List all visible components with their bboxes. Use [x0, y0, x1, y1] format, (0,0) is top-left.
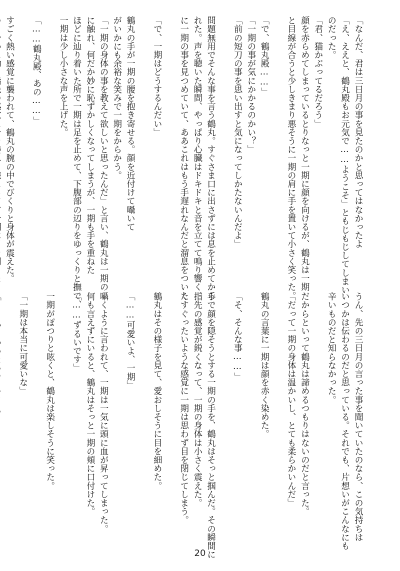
text-line [29, 292, 42, 536]
text-line [0, 292, 2, 536]
text-line [136, 292, 149, 536]
text-line: 鶴丸はその様子を見て、愛おしそうに目を細めた。 [151, 292, 162, 490]
text-line: 「……可愛いよ、一期」 [125, 292, 136, 390]
text-line: うん、先の三日月の言った事を聞いていたのなら、この気持ちは [353, 292, 363, 542]
text-line: 何も言えずにいると、鶴丸はそっと一期の頬に口付けた。 [84, 292, 95, 516]
text-line [136, 16, 149, 268]
text-line: 「一期は本当に可愛いな」 [17, 292, 28, 396]
text-line: 「前の短刀の事を思い出すと気になってしかたないんだよ」 [232, 16, 243, 249]
text-line: 「君、猫かぶってるだろう」 [312, 16, 323, 128]
text-line [2, 292, 15, 536]
text-line: 「そ、そんな事……」 [232, 292, 243, 381]
text-line [163, 292, 176, 536]
text-line: 一期がぽつりと呟くと、鶴丸は楽しそうに笑った。 [44, 292, 55, 490]
text-line: 「で、一期はどうするんだい」 [151, 16, 162, 137]
text-line: 辛いものだと知らなかった。 [326, 292, 337, 404]
text-line: 「で、鶴丸殿……」 [259, 16, 270, 97]
text-line [163, 16, 176, 268]
text-line: れた。声を聴いた瞬間、やっぱり心臓はドキドキと音を立てて鳴り響く、 [192, 16, 203, 300]
text-line: 鶴丸の言葉に一期は顔を赤く染めた。 [259, 292, 270, 439]
text-line: くすぐったいような感覚に一期は思わず目を閉じてしまう。 [178, 292, 189, 525]
text-line: ほどに辿り着いた所で一期は足を止めて、下腹部の辺りをゆっくりと撫で、 [71, 16, 82, 309]
text-line [217, 292, 230, 536]
text-line [15, 16, 28, 268]
text-line [0, 16, 2, 268]
text-line: 指先の感覚が鋭くなって、一期の身体は小さく震えた。 [192, 292, 203, 507]
text-line [109, 292, 122, 536]
text-line: 「……鶴丸殿、あの……」 [31, 16, 42, 125]
text-line: すごく熱い感覚に襲われて、鶴丸の腕の中でびくりと身体が震えた。 [4, 16, 15, 283]
text-line: と目線が合うと少しきまり悪そうに一期の肩に手を置いて小さく笑った。 [285, 16, 296, 300]
text-line [42, 16, 55, 268]
text-line: に一期の事を見つめていて、ああこれはもう手遅れなんだと溜息をついた [178, 16, 189, 300]
text-line [56, 292, 69, 536]
upper-text-block [4, 16, 364, 309]
text-line: 「え、ええと、鶴丸殿もお元気で……ようこそ」ともじもじしてしまい [339, 16, 350, 294]
text-line: に触れ、何だか妙に恥ずかしくなってしまうが、一期も手を重ねた [84, 16, 95, 274]
text-line: 「だって一期の身体は温かいし、とても柔らかいんだ」 [285, 292, 296, 507]
text-line: 「なんだ、君は三日月の事を見たのかと思ってはなかったよ [353, 16, 363, 249]
text-line: だからといって鶴丸は諦めるつもりはないのだと言った。 [299, 292, 310, 516]
text-line: いつかは伝わるのだと思っている。それでも、片想いがこんなにも [339, 292, 350, 550]
text-line: 顔を赤らめてしまっているとりなっと一期に顔を向けるが、鶴丸は一期 [299, 16, 310, 292]
text-line: がいかにも余裕な笑みで一期をからかう。 [111, 16, 122, 180]
text-line: 一期は少し小さな声を上げた。 [58, 16, 69, 137]
text-line [243, 292, 256, 536]
text-line: のだった。 [326, 16, 337, 59]
text-line: 「一期の身体の事を教えて欲しいと思ったんだ」と言い、鶴丸は一期の [98, 16, 109, 292]
text-line [217, 16, 230, 268]
page-number: 20 [194, 549, 206, 559]
text-line [310, 292, 323, 536]
text-line: 「……ずるいです」 [71, 292, 82, 373]
text-line [270, 16, 283, 268]
text-line [270, 292, 283, 536]
text-line: 「一期の事が気にかかるのかい？」 [245, 16, 256, 154]
text-line: 鶴丸の手が一期の腰を抱き寄せる。顔を近付けて囁いて [125, 16, 136, 231]
text-line: 問題無用でそんな事を言う鶴丸。すぐさま口に出さずには息を止めてから [205, 16, 216, 300]
text-line: 囁くように言われて、一期は一気に頭に血が昇ってしまった。 [98, 292, 109, 533]
text-line: 手で顔を隠そうとする一期の手を、鶴丸はそっと掴んだ。その瞬間に [205, 292, 216, 559]
